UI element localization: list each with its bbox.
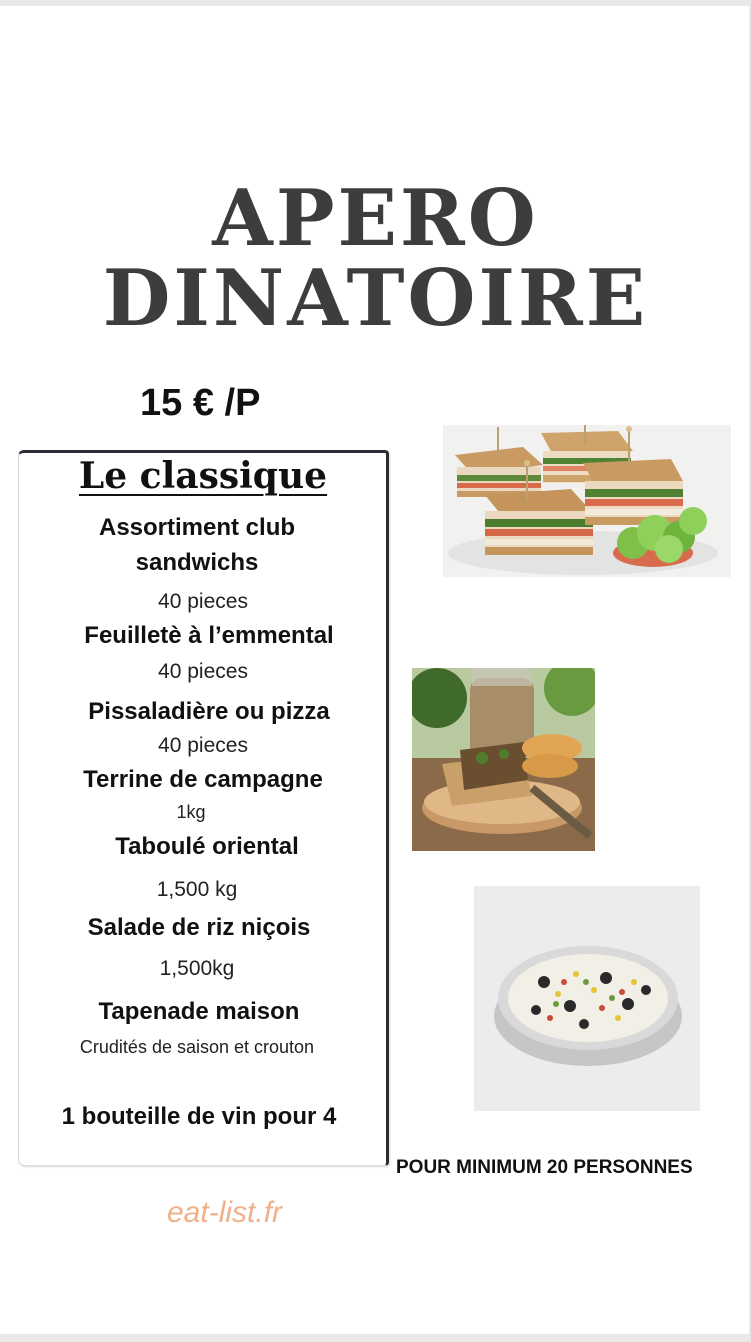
watermark: eat-list.fr: [167, 1196, 283, 1229]
menu-item-club-qty: 40 pieces: [158, 590, 248, 613]
menu-item-pissaladiere-qty: 40 pieces: [158, 734, 248, 757]
menu-item-vin: 1 bouteille de vin pour 4: [61, 1103, 337, 1130]
menu-item-tapenade: Tapenade maison: [98, 998, 300, 1025]
menu-item-tapenade-note: Crudités de saison et crouton: [79, 1037, 315, 1057]
menu-item-club-line2: sandwichs: [135, 549, 259, 576]
menu-item-pissaladiere: Pissaladière ou pizza: [88, 698, 330, 725]
club-sandwich-image: [443, 425, 731, 577]
menu-item-terrine-qty: 1kg: [176, 802, 206, 822]
menu-item-terrine: Terrine de campagne: [83, 766, 323, 793]
menu-item-salade: Salade de riz niçois: [87, 914, 311, 941]
menu-item-taboule: Taboulé oriental: [115, 833, 299, 860]
title-line-2: DINATOIRE: [102, 253, 649, 344]
menu-item-club-line1: Assortiment club: [98, 514, 296, 541]
menu-item-feuillete-qty: 40 pieces: [158, 660, 248, 683]
title-line-1: APERO: [212, 173, 539, 264]
menu-item-salade-qty: 1,500kg: [159, 957, 235, 980]
terrine-image: [412, 668, 595, 851]
menu-item-taboule-qty: 1,500 kg: [156, 878, 238, 901]
rice-salad-image: [474, 886, 700, 1111]
menu-title: Le classique: [78, 455, 328, 497]
minimum-persons-note: POUR MINIMUM 20 PERSONNES: [396, 1157, 693, 1178]
price: 15 € /P: [140, 382, 261, 424]
menu-item-feuillete: Feuilletè à l’emmental: [84, 622, 334, 649]
